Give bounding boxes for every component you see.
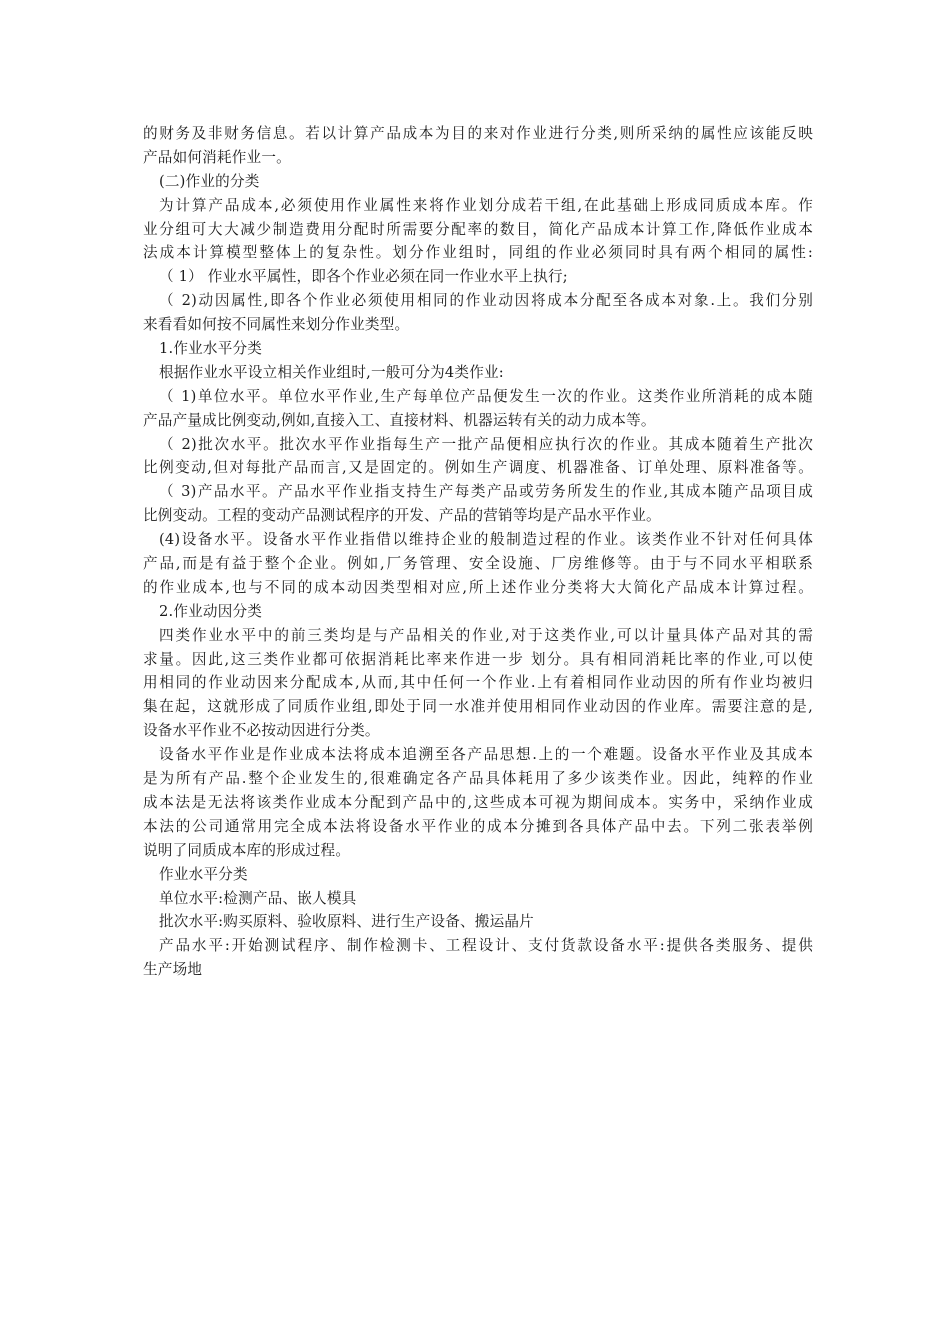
text-line: 设备水平作业是作业成本法将成本追溯至各产品思想.上的一个难题。设备水平作业及其成本 — [159, 746, 813, 764]
text-line: 说明了同质成本库的形成过程。 — [143, 841, 351, 859]
text-line: 设备水平作业不必按动因进行分类。 — [143, 722, 380, 740]
text-line: 四类作业水平中的前三类均是与产品相关的作业,对于这类作业,可以计量具体产品对其的需 — [159, 626, 813, 644]
text-line: (4)设备水平。设备水平作业指借以维持企业的般制造过程的作业。该类作业不针对任何具体 — [159, 531, 813, 549]
text-line: 比例变动。工程的变动产品测试程序的开发、产品的营销等均是产品水平作业。 — [143, 507, 661, 525]
text-line: 根据作业水平设立相关作业组时,一般可分为4类作业: — [159, 363, 504, 381]
text-line: 单位水平:检测产品、嵌人模具 — [159, 889, 357, 907]
text-line: 本法的公司通常用完全成本法将设备水平作业的成本分摊到各具体产品中去。下列二张表举例 — [143, 817, 813, 835]
text-line: （ 2)动因属性,即各个作业必须使用相同的作业动因将成本分配至各成本对象.上。我们分别 — [159, 292, 813, 310]
text-line: 作业水平分类 — [159, 865, 248, 883]
text-line: 1.作业水平分类 — [159, 340, 263, 358]
text-line: 批次水平:购买原料、验收原料、进行生产设备、搬运晶片 — [159, 913, 534, 931]
text-line: 产品如何消耗作业一。 — [143, 148, 291, 166]
text-line: 产品水平:开始测试程序、制作检测卡、工程设计、支付货款设备水平:提供各类服务、提供 — [159, 937, 813, 955]
text-line: (二)作业的分类 — [159, 172, 260, 190]
text-line: 的作业成本,也与不同的成本动因类型相对应,所上述作业分类将大大简化产品成本计算过程。 — [143, 578, 813, 596]
text-line: 产品,而是有益于整个企业。例如,厂务管理、安全设施、厂房维修等。由于与不同水平相联系 — [143, 555, 813, 573]
text-line: 法成本计算模型整体上的复杂性。划分作业组时，同组的作业必须同时具有两个相同的属性: — [143, 244, 813, 262]
text-line: （ 1） 作业水平属性，即各个作业必须在同一作业水平上执行; — [159, 268, 568, 286]
text-line: 集在起，这就形成了同质作业组,即处于同一水准并使用相同作业动因的作业库。需要注意的是, — [143, 698, 813, 716]
text-line: 比例变动,但对每批产品而言,又是固定的。例如生产调度、机器准备、订单处理、原料准备等。 — [143, 459, 813, 477]
text-line: 产品产量成比例变动,例如,直接入工、直接材料、机器运转有关的动力成本等。 — [143, 411, 656, 429]
text-line: （ 1)单位水平。单位水平作业,生产每单位产品便发生一次的作业。这类作业所消耗的成本随 — [159, 387, 813, 405]
text-line: 来看看如何按不同属性来划分作业类型。 — [143, 316, 410, 334]
text-line: 用相同的作业动因来分配成本,从而,其中任何一个作业.上有着相同作业动因的所有作业均被归 — [143, 674, 813, 692]
text-line: （ 2)批次水平。批次水平作业指每生产一批产品便相应执行次的作业。其成本随着生产批次 — [159, 435, 813, 453]
text-line: 为计算产品成本,必须使用作业属性来将作业划分成若干组,在此基础上形成同质成本库。作 — [159, 196, 813, 214]
text-line: 求量。因此,这三类作业都可依据消耗比率来作进一步 划分。具有相同消耗比率的作业,可以使 — [143, 650, 813, 668]
text-line: 业分组可大大减少制造费用分配时所需要分配率的数目，简化产品成本计算工作,降低作业成本 — [143, 220, 813, 238]
document-page — [143, 122, 813, 982]
text-line: 2.作业动因分类 — [159, 602, 263, 620]
text-line: （ 3)产品水平。产品水平作业指支持生产每类产品或劳务所发生的作业,其成本随产品项目成 — [159, 483, 813, 501]
document-body — [143, 122, 813, 982]
text-line: 生产场地 — [143, 961, 203, 979]
text-line: 的财务及非财务信息。若以计算产品成本为目的来对作业进行分类,则所采纳的属性应该能反映 — [143, 125, 813, 142]
text-line: 成本法是无法将该类作业成本分配到产品中的,这些成本可视为期间成本。实务中，采纳作业成 — [143, 793, 813, 811]
text-line: 是为所有产品.整个企业发生的,很难确定各产品具体耗用了多少该类作业。因此，纯粹的作业 — [143, 770, 813, 788]
